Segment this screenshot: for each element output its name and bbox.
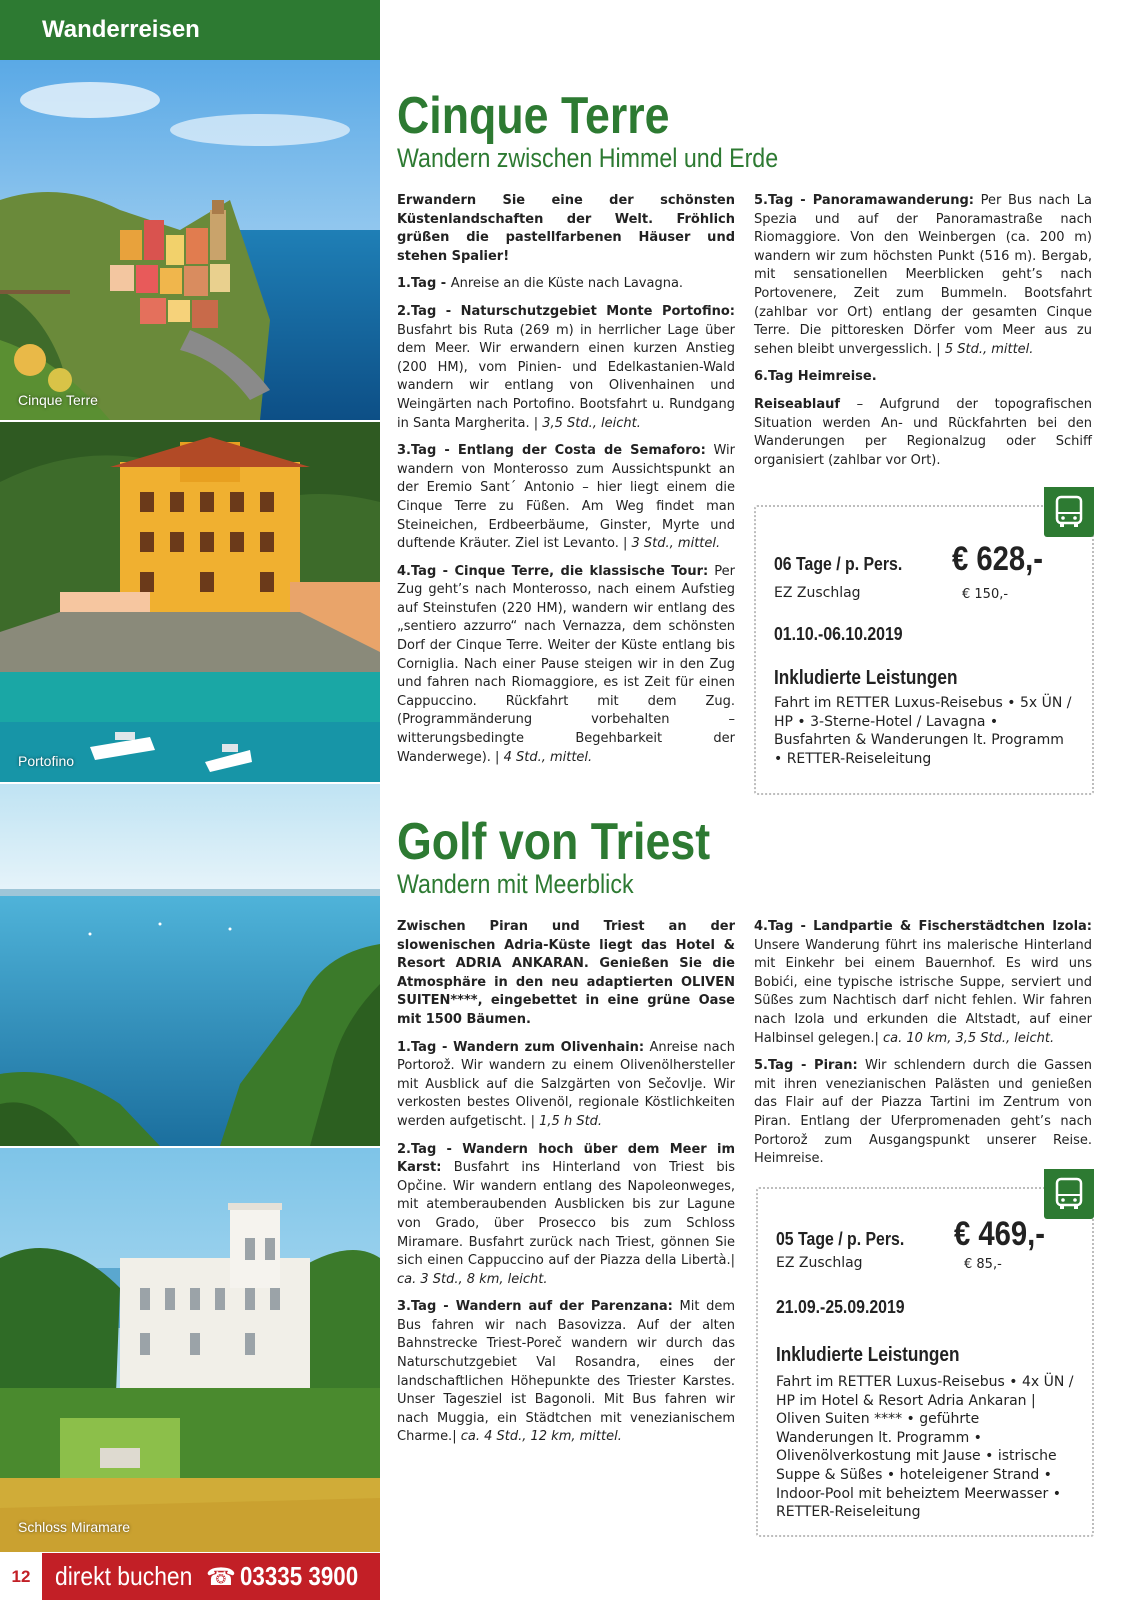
photo-column bbox=[0, 0, 380, 1600]
trip1-schedule: Reiseablauf – Aufgrund der topografischen Situation werden An- und Rückfahrten bei den Wanderungen per Regionalzug oder Schiff organisiert (zahlbar vor Ort). bbox=[754, 396, 1092, 468]
trip1-col1 bbox=[397, 192, 735, 776]
trip2-day1: 1.Tag - Wandern zum Olivenhain: Anreise nach Portorož. Wir wandern zu einem Olivenölhersteller mit Ausblick auf die Salzgärten von Sečovlje. Wir verkosten bestes Olivenöl, regionale Köstlichkeiten werden aufgetischt. | 1,5 h Std. bbox=[397, 1039, 735, 1129]
trip1-day2: 2.Tag - Naturschutzgebiet Monte Portofino: Busfahrt bis Ruta (269 m) in herrlicher Lage über dem Meer. Wir erwandern einen kurzen Anstieg (200 HM), vom Pinien- und Edelkastanien-Wald wandern wir entlang von Olivenhainen und Weingärten nach Portofino. Bootsfahrt u. Rundgang in Santa Margherita. | 3,5 Std., leicht. bbox=[397, 303, 735, 431]
trip2-price: € 469,- bbox=[954, 1215, 1046, 1253]
trip2-col1 bbox=[397, 918, 735, 1456]
photo-miramare bbox=[0, 1148, 380, 1552]
trip2-subtitle: Wandern mit Meerblick bbox=[397, 869, 634, 899]
photo-gulf-sea bbox=[0, 784, 380, 1146]
section-label: Wanderreisen bbox=[42, 16, 200, 43]
trip1-intro: Erwandern Sie eine der schönsten Küstenlandschaften der Welt. Fröhlich grüßen die pastellfarbenen Häuser und stehen Spalier! bbox=[397, 193, 735, 264]
photo-cinque-terre bbox=[0, 60, 380, 420]
trip2-included-heading: Inkludierte Leistungen bbox=[776, 1344, 960, 1366]
trip2-included-text: Fahrt im RETTER Luxus-Reisebus • 4x ÜN / HP im Hotel & Resort Adria Ankaran | Oliven Suiten **** • geführte Wanderungen lt. Programm • Olivenölverkostung mit Jause • istrische Suppe & Süßes • hoteleigener Strand • Indoor-Pool mit beheiztem Meerwasser • RETTER-Reiseleitung bbox=[776, 1374, 1074, 1521]
trip2-ez-label: EZ Zuschlag bbox=[776, 1255, 863, 1271]
page-number: 12 bbox=[0, 1553, 42, 1600]
trip1-subtitle: Wandern zwischen Himmel und Erde bbox=[397, 143, 779, 173]
section-tab bbox=[0, 0, 380, 60]
trip2-day5: 5.Tag - Piran: Wir schlendern durch die Gassen mit ihren venezianischen Palästen und genießen das Flair auf der Piazza Tartini im Zentrum von Piran. Entlang der Uferpromenaden geht’s nach Portorož zum Ausgangspunkt unserer Reise. Heimreise. bbox=[754, 1058, 1092, 1167]
phone-icon: ☎ bbox=[206, 1563, 236, 1591]
footer-bar bbox=[0, 1553, 380, 1600]
photo-caption: Portofino bbox=[18, 753, 75, 769]
trip1-day6: 6.Tag Heimreise. bbox=[754, 369, 877, 385]
trip1-included-heading: Inkludierte Leistungen bbox=[774, 667, 958, 689]
bus-icon bbox=[1044, 1169, 1094, 1219]
trip1-day5: 5.Tag - Panoramawanderung: Per Bus nach La Spezia und auf der Panoramastraße nach Riomaggiore. Von den Weinbergen (ca. 200 m) wandern wir zum höchsten Punkt (516 m). Bergab, mit sensationellen Meerblicken geht’s nach Portovenere, Zeit zum Bummeln. Bootsfahrt (zahlbar vor Ort) entlang der gesamten Cinque Terre. Die pittoresken Dörfer vom Meer aus zu sehen bleibt unvergesslich. | 5 Std., mittel. bbox=[754, 193, 1092, 357]
bus-icon bbox=[1044, 487, 1094, 537]
trip2-date[interactable]: 21.09.-25.09.2019 bbox=[776, 1297, 905, 1317]
trip1-price: € 628,- bbox=[952, 540, 1044, 578]
trip2-title: Golf von Triest bbox=[397, 813, 711, 871]
trip1-included-text: Fahrt im RETTER Luxus-Reisebus • 5x ÜN / HP • 3-Sterne-Hotel / Lavagna • Busfahrten & Wanderungen lt. Programm • RETTER-Reiseleitung bbox=[774, 695, 1072, 767]
photo-caption: Schloss Miramare bbox=[18, 1519, 131, 1535]
trip2-day3: 3.Tag - Wandern auf der Parenzana: Mit dem Bus fahren wir nach Basovizza. Auf der alten Bahnstrecke Triest-Poreč wandern wir durch das Naturschutzgebiet Val Rosandra, eines der landschaftlichen Höhepunkte des Triester Karstes. Unser Tagesziel ist Bagonoli. Mit Bus fahren wir nach Muggia, ein Städtchen mit venezianischem Charme.| ca. 4 Std., 12 km, mittel. bbox=[397, 1299, 736, 1445]
trip2-price-box bbox=[756, 1187, 1094, 1537]
phone-number[interactable]: 03335 3900 bbox=[240, 1561, 359, 1591]
trip1-title: Cinque Terre bbox=[397, 87, 670, 145]
trip2-ez-price: € 85,- bbox=[964, 1257, 1002, 1272]
trip1-ez-price: € 150,- bbox=[962, 587, 1009, 602]
trip1-ez-label: EZ Zuschlag bbox=[774, 585, 861, 601]
trip2-day2: 2.Tag - Wandern hoch über dem Meer im Karst: Busfahrt ins Hinterland von Triest bis Opčine. Wir wandern entlang des Napoleonweges, mit atemberaubenden Ausblicken bis zur Lagune von Grado, über Prosecco bis zum Schloss Miramare. Busfahrt zurück nach Triest, gönnen Sie sich einen Cappuccino auf der Piazza della Libertà.| ca. 3 Std., 8 km, leicht. bbox=[397, 1141, 735, 1287]
trip1-col2 bbox=[754, 192, 1092, 479]
trip2-intro: Zwischen Piran und Triest an der slowenischen Adria-Küste liegt das Hotel & Resort ADRIA ANKARAN. Genießen Sie die Atmosphäre in den neu adaptierten OLIVEN SUITEN****, eingebettet in eine grüne Oase mit 1500 Bäumen. bbox=[397, 919, 735, 1027]
trip1-duration: 06 Tage / p. Pers. bbox=[774, 554, 903, 574]
trip2-duration: 05 Tage / p. Pers. bbox=[776, 1229, 905, 1249]
trip1-day3: 3.Tag - Entlang der Costa de Semaforo: Wir wandern von Monterosso zum Aussichtspunkt an der Eremio Sant´ Antonio – hier liegt einem die Cinque Terre zu Füßen. Am Weg findet man Steineichen, Erdbeerbäume, Ginster, Myrte und duftende Kräuter. Ziel ist Levanto. | 3 Std., mittel. bbox=[397, 443, 735, 552]
trip1-price-box bbox=[754, 505, 1094, 795]
trip1-date[interactable]: 01.10.-06.10.2019 bbox=[774, 624, 903, 644]
photo-portofino bbox=[0, 422, 380, 782]
photo-caption: Cinque Terre bbox=[18, 392, 98, 408]
trip1-day1: 1.Tag - Anreise an die Küste nach Lavagna. bbox=[397, 276, 684, 292]
trip2-day4: 4.Tag - Landpartie & Fischerstädtchen Izola: Unsere Wanderung führt ins malerische Hinterland mit Einkehr bei einem Bauernhof. Es wird uns Bobići, eine typische istrische Suppe, serviert und Süßes zum Nachtisch darf nicht fehlen. Wir fahren nach Izola und erkunden die Altstadt, auf einer Halbinsel gelegen.| ca. 10 km, 3,5 Std., leicht. bbox=[754, 919, 1092, 1046]
booking-cta[interactable]: direkt buchen bbox=[55, 1561, 193, 1591]
trip1-day4: 4.Tag - Cinque Terre, die klassische Tour: Per Zug geht’s nach Monterosso, nach einem Aufstieg auf Steinstufen (220 HM), wandern wir entlang des „sentiero azzurro“ nach Vernazza, dem schönsten Dorf der Cinque Terre. Weiter der Küste entlang bis Corniglia. Nach einer Pause steigen wir in den Zug und fahren nach Riomaggiore, es ist Zeit für einen Cappuccino. Rückfahrt mit dem Zug. (Programmänderung vorbehalten – witterungsbedingte Begehbarkeit der Wanderwege). | 4 Std., mittel. bbox=[397, 563, 735, 765]
trip2-col2 bbox=[754, 918, 1092, 1178]
